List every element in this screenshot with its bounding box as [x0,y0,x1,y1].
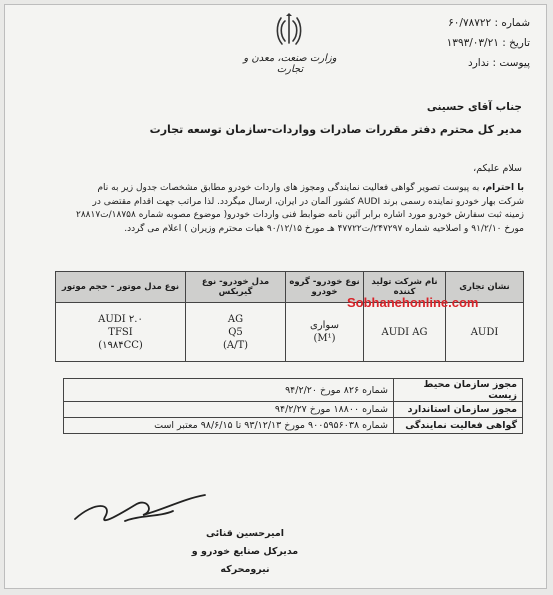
cell-brand: AUDI [446,303,524,362]
header-manufacturer: نام شرکت تولید کننده [364,272,446,303]
date-label: تاریخ : [502,37,530,49]
table-row [64,418,523,434]
body-line-4: مورخ ۹۱/۲/۱۰ و اصلاحیه شماره ۲۴۷۲۹۷/ت۴۷۷۲۲ هـ مورخ ۹۰/۱۲/۱۵ هیات محترم وزیران ) اعلام می گردد. [124,223,524,234]
vehicle-type: سواری [310,320,339,331]
header-model-gearbox: مدل خودرو- نوع گیربکس [186,272,286,303]
permit-label: گواهی فعالیت نمایندگی [394,418,523,434]
gearbox: (A/T) [222,339,249,351]
permit-label: مجوز سازمان محیط زیست [394,379,523,402]
ministry-name: وزارت صنعت، معدن و تجارت [243,53,337,75]
permit-label: مجوز سازمان استاندارد [394,402,523,418]
table-row [64,379,523,402]
vehicle-spec-table [55,271,524,362]
cell-manufacturer: AUDI AG [364,303,446,362]
number-value: ۶۰/۷۸۷۲۲ [448,17,492,29]
attachment-label: پیوست : [492,57,530,69]
letter-number [400,13,530,33]
cell-engine [56,303,186,362]
permits-table [63,378,523,434]
cell-model [186,303,286,362]
header-engine: نوع مدل موتور - حجم موتور [56,272,186,303]
engine-line-1: AUDI ۲.۰ [98,313,143,325]
recipient-name: جناب آقای حسینی [426,101,522,113]
recipient-title: مدیر کل محترم دفتر مقررات صادرات وواردات-سازمان توسعه تجارت [149,123,522,136]
body-line-1-text: به پیوست تصویر گواهی فعالیت نمایندگی ومجوز های واردات خودرو مطابق مشخصات جدول زیر به نام [97,183,483,193]
engine-line-3: (۱۹۸۴CC) [98,339,143,351]
attachment-value: ندارد [468,57,490,69]
permit-value: شماره ۱۸۸۰۰ مورخ ۹۴/۲/۲۷ [64,402,394,418]
vehicle-group: (M¹) [313,333,336,344]
cell-vehicle-type [286,303,364,362]
signatory-name: امیرحسین قنائی [205,528,285,539]
signatory [175,525,315,579]
body-line-3: زمینه ثبت سفارش خودرو مورد اشاره برابر آئین نامه ضوابط فنی واردات خودرو( موضوع مصوبه شماره ۱۸۷۵۸/ت۲۸۸۱۷ [75,210,524,220]
letter-date [400,33,530,53]
header-vehicle-type: نوع خودرو- گروه خودرو [286,272,364,303]
body-line-2: شرکت بهار خودرو نماینده رسمی برند AUDI کشور آلمان در ایران، ارسال میگردد. لذا مراتب جهت اقدام مقتضی در [92,196,524,207]
table-row [64,402,523,418]
letter-attachment [400,53,530,73]
date-value: ۱۳۹۳/۰۳/۲۱ [446,37,499,49]
iran-emblem-icon [275,13,303,49]
table-row [56,303,524,362]
site-watermark: Sobhanehonline.com [347,295,479,310]
engine-line-2: TFSI [108,326,133,338]
opening-phrase: با احترام، [482,183,524,193]
letter-page [4,4,547,589]
salutation: سلام علیکم، [473,163,522,174]
header-brand: نشان تجاری [446,272,524,303]
body-line-1 [24,182,524,196]
number-label: شماره : [494,17,530,29]
model-line-1: AG [227,313,244,325]
permit-value: شماره ۸۲۶ مورخ ۹۴/۲/۲۰ [64,379,394,402]
signatory-title: مدیرکل صنایع خودرو و نیرومحرکه [191,546,299,575]
model-line-2: Q5 [228,326,243,338]
letter-body [24,182,524,236]
permit-value: شماره ۹۰۰۵۹۵۶۰۳۸ مورخ ۹۳/۱۲/۱۳ تا ۹۸/۶/۱۵ معتبر است [64,418,394,434]
